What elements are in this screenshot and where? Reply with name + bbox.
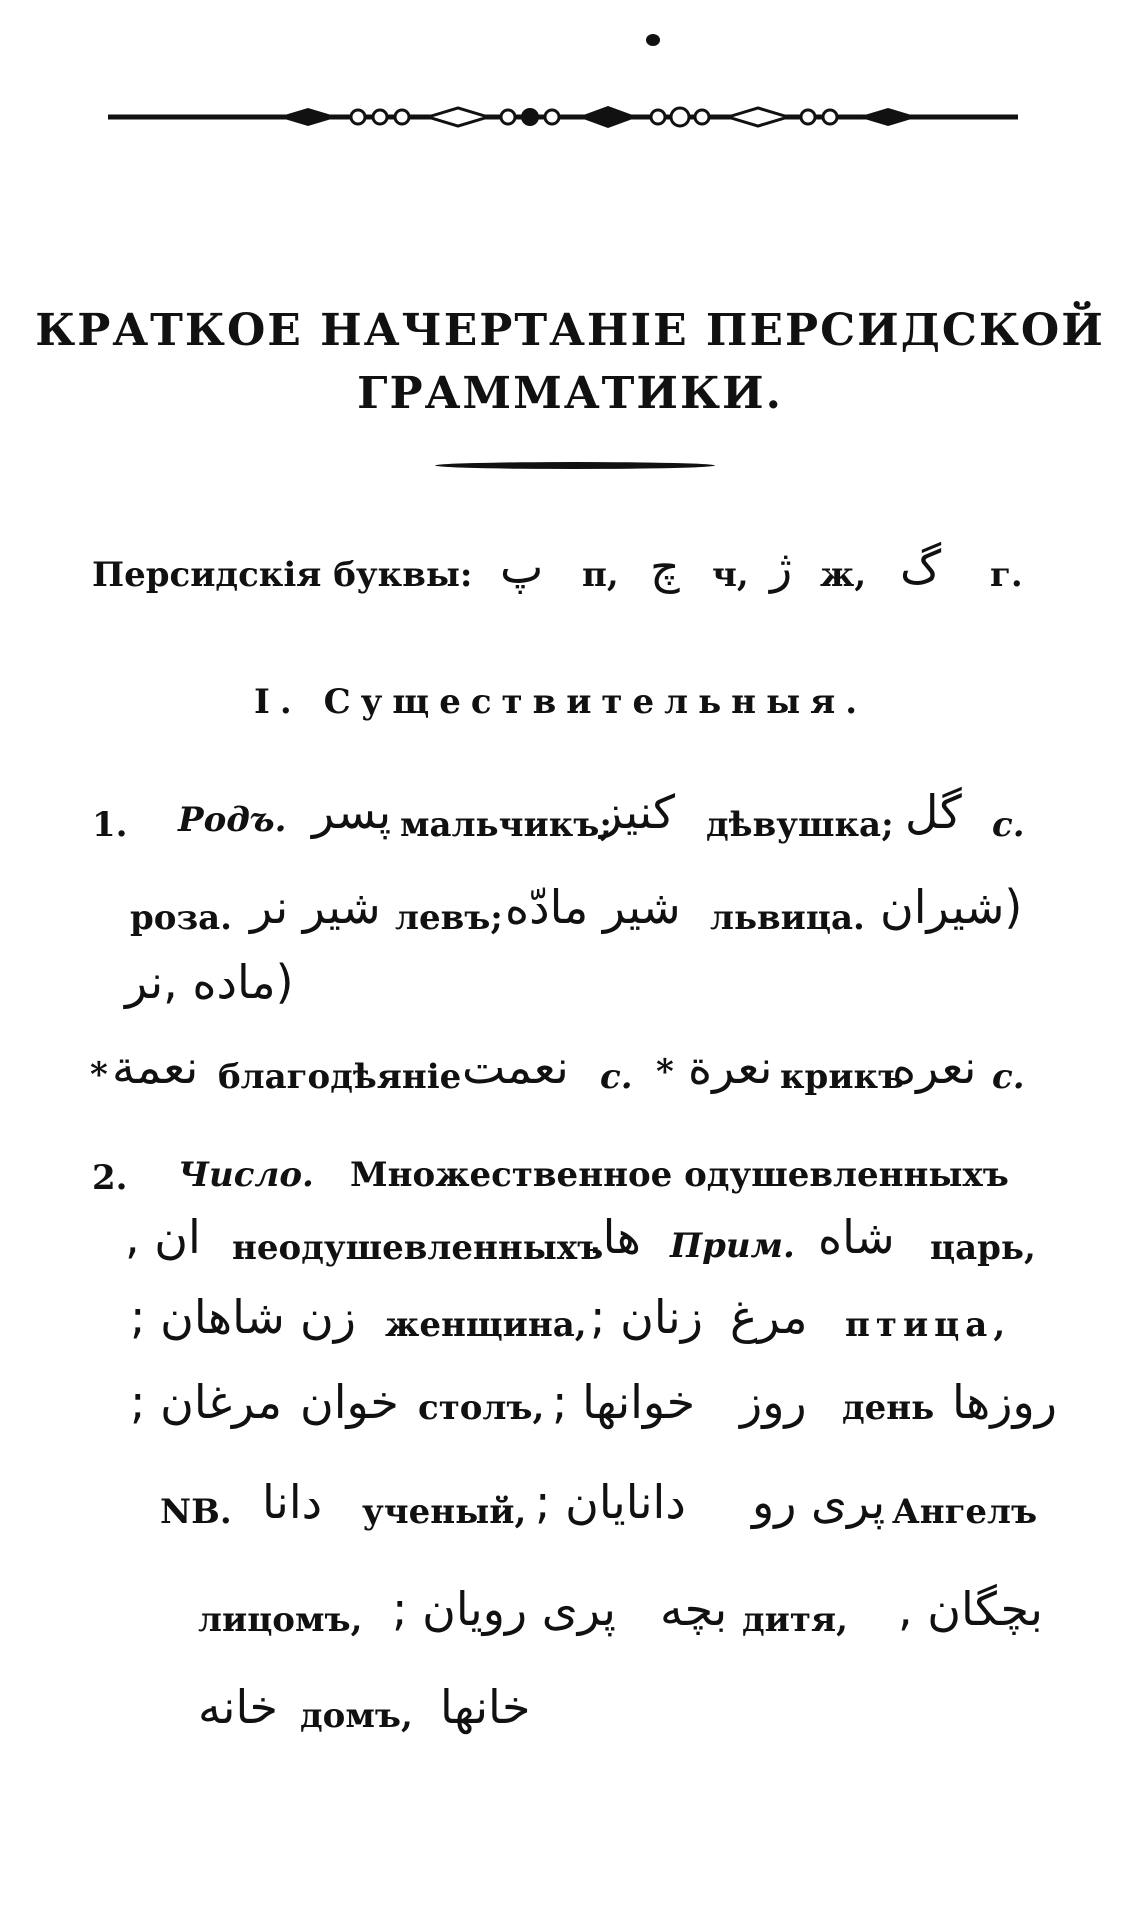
number-fa-morgh: مرغ	[730, 1290, 808, 1344]
rod-lioness: львица.	[710, 898, 865, 938]
nb-child: дитя,	[742, 1600, 848, 1640]
letter-zh-ru: ж,	[820, 555, 867, 595]
top-dot	[646, 34, 660, 46]
nb-fa-khane: خانه	[198, 1680, 278, 1734]
number-fa-ruzha: روزها	[952, 1375, 1057, 1429]
nb-fa-pari: پری رو	[752, 1475, 886, 1529]
page-title-line1: КРАТКОЕ НАЧЕРТАНІЕ ПЕРСИДСКОЙ	[35, 305, 1105, 356]
number-fa-khvan: خوان	[300, 1375, 399, 1429]
number-label: Число.	[178, 1155, 314, 1195]
rod-fa-paren: (شیران	[880, 880, 1023, 934]
note-star2: *	[656, 1052, 674, 1092]
rod-number: 1.	[92, 805, 128, 845]
number-plural: Множественное одушевленныхъ	[350, 1155, 1009, 1195]
number-prim: Прим.	[670, 1226, 795, 1266]
rod-rose: роза.	[130, 898, 233, 938]
number-fa-shah: شاه	[818, 1210, 895, 1264]
note-c3: с.	[992, 1057, 1025, 1097]
note-benefit: благодѣяніе	[218, 1057, 462, 1097]
number-num: 2.	[92, 1158, 128, 1198]
rod-label: Родъ.	[178, 800, 287, 840]
number-fa-ruz: روز	[740, 1375, 807, 1429]
rod-girl: дѣвушка;	[706, 805, 894, 845]
letter-g-ru: г.	[990, 555, 1023, 595]
rod-fa-rose: گل	[905, 785, 962, 839]
page-title-line2: ГРАММАТИКИ.	[357, 368, 783, 419]
nb-fa-bachegan: بچگان ,	[898, 1582, 1043, 1636]
rod-c1: с.	[992, 805, 1025, 845]
number-fa-an: ان ,	[125, 1210, 201, 1264]
number-king: царь,	[930, 1228, 1036, 1268]
ornamental-rule	[108, 100, 1018, 134]
letter-g-fa: گ	[900, 540, 942, 594]
number-fa-ha: ها.	[588, 1210, 641, 1264]
number-fa-zan: زن	[300, 1290, 356, 1344]
number-bird: птица,	[845, 1305, 1012, 1345]
nb-label: NB.	[160, 1492, 232, 1532]
title-rule	[435, 462, 715, 469]
note-fa-nimat2: نعمت	[462, 1040, 569, 1094]
rod-fa-paren2: (ماده ,نر	[125, 955, 294, 1009]
rod-boy: мальчикъ;	[400, 805, 612, 845]
note-fa-nara2: نعره	[892, 1040, 977, 1094]
nb-fa-pariruyan: پری رویان ;	[392, 1582, 616, 1636]
nb-fa-dana: دانا	[262, 1475, 323, 1529]
number-fa-khvanha: خوانها ;	[552, 1375, 696, 1429]
note-star1: *	[90, 1055, 108, 1095]
number-table: столъ,	[418, 1388, 545, 1428]
note-fa-nara: نعرة	[688, 1040, 773, 1094]
number-day: день	[842, 1388, 935, 1428]
number-inanimate: неодушевленныхъ	[232, 1228, 604, 1268]
nb-fa-khaneha: خانها	[440, 1680, 531, 1734]
nb-fa-bache: بچه	[660, 1582, 728, 1636]
nb-house: домъ,	[300, 1696, 413, 1736]
letters-label: Персидскія буквы:	[92, 555, 473, 595]
number-woman: женщина,	[385, 1305, 587, 1345]
rod-fa-girl: کنیز	[600, 785, 676, 839]
nb-learned: ученый,	[362, 1492, 527, 1532]
number-fa-morghan: مرغان ;	[130, 1375, 282, 1429]
section-heading: I. Существительныя.	[254, 682, 868, 722]
rod-fa-boy: پسر	[312, 785, 392, 839]
letter-ch-ru: ч,	[712, 555, 749, 595]
note-c2: с.	[600, 1057, 633, 1097]
number-fa-zanan: زنان ;	[590, 1290, 703, 1344]
letter-ch-fa: چ	[650, 540, 680, 594]
letter-p-fa: پ	[500, 540, 544, 594]
letter-zh-fa: ژ	[770, 540, 793, 594]
rod-lion: левъ;	[395, 898, 503, 938]
number-fa-shahan: شاهان ;	[130, 1290, 285, 1344]
nb-fa-danayan: دانایان ;	[535, 1475, 686, 1529]
rod-fa-lion: شیر نر	[250, 880, 381, 934]
letter-p-ru: п,	[582, 555, 619, 595]
nb-angel: Ангелъ	[892, 1492, 1038, 1532]
nb-face: лицомъ,	[198, 1600, 363, 1640]
rod-fa-lioness: شیر مادّه	[505, 880, 681, 934]
note-fa-nimat: نعمة	[112, 1040, 199, 1094]
note-cry: крикъ	[780, 1057, 905, 1097]
